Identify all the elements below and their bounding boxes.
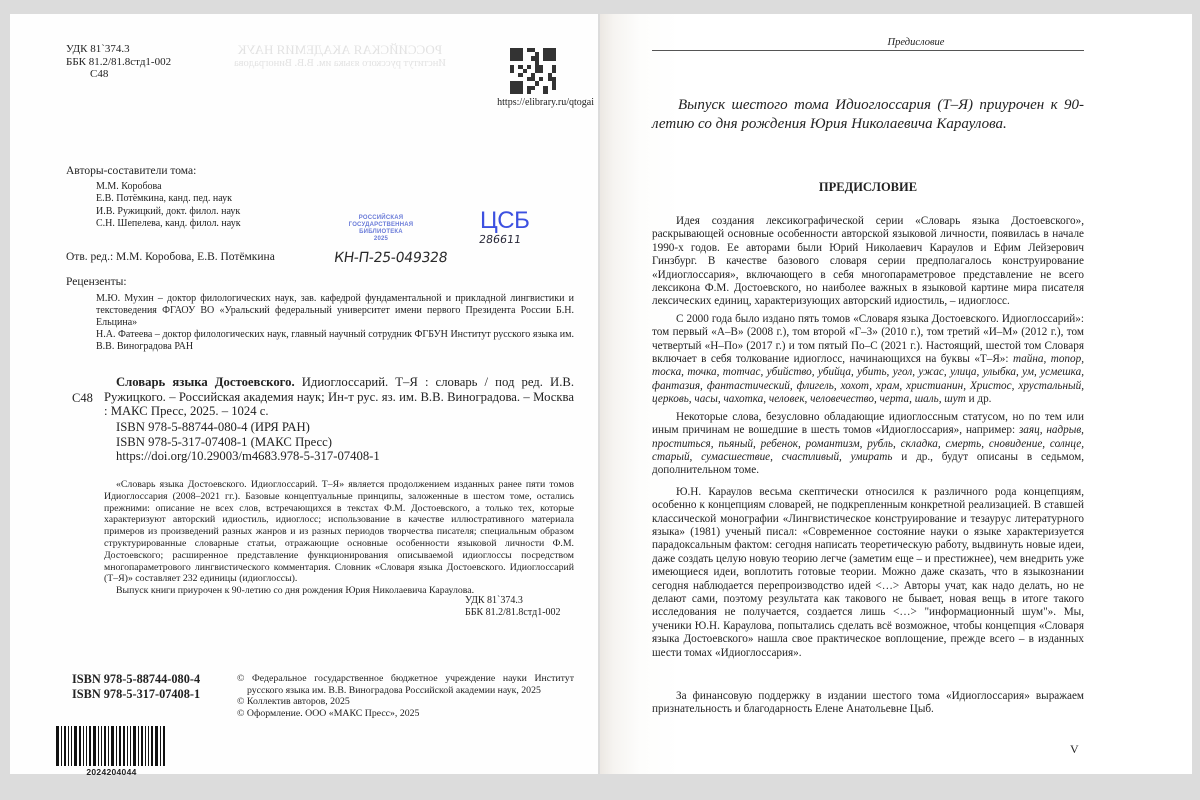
compilers-heading: Авторы-составители тома: — [66, 165, 197, 177]
barcode-block — [56, 726, 167, 777]
csb-stamp: ЦСБ — [480, 207, 530, 234]
bleed-through-text — [210, 42, 470, 69]
barcode-bar — [56, 726, 59, 766]
barcode-bar — [71, 726, 72, 766]
qr-module — [552, 90, 556, 94]
barcode-bar — [64, 726, 66, 766]
reviewer-item: Н.А. Фатеева – доктор филологических наук, главный научный сотрудник ФГБУН Институт русского языка им. В.В. Виноградова РАН — [96, 329, 574, 353]
compiler-item: М.М. Коробова — [96, 181, 162, 192]
responsible-editors: Отв. ред.: М.М. Коробова, Е.В. Потёмкина — [66, 251, 275, 263]
isbn-block — [72, 672, 200, 701]
paragraph-text: и др. — [965, 393, 992, 406]
bbk-code-bottom: ББК 81.2/81.8стд1-002 — [465, 607, 561, 619]
annotation — [104, 479, 574, 597]
right-page-preface — [600, 14, 1192, 774]
bibliographic-identifiers — [116, 420, 380, 464]
rgb-library-stamp — [340, 215, 422, 243]
annotation-dedication: Выпуск книги приурочен к 90-летию со дня рождения Юрия Николаевича Караулова. — [116, 585, 475, 597]
running-head: Предисловие — [887, 37, 945, 48]
barcode-bar — [119, 726, 121, 766]
stamp-line: БИБЛИОТЕКА — [359, 229, 403, 235]
barcode-bar — [83, 726, 84, 766]
isbn-1: ISBN 978-5-88744-080-4 — [72, 672, 201, 686]
isbn-maks-press: ISBN 978-5-317-07408-1 (МАКС Пресс) — [116, 434, 333, 449]
classification-top — [66, 43, 171, 81]
barcode-bar — [104, 726, 106, 766]
barcode-bar — [145, 726, 146, 766]
book-description: Идиоглоссарий. Т–Я : словарь / под ред. И.В. Ружицкого. – Российская академия наук; Ин-т рус. яз. им. В.В. Виноградова. – Москва : МАКС Пресс, 2025. – 1024 с. — [104, 375, 574, 419]
paragraph-text: С 2000 года было издано пять томов «Словаря языка Достоевского. Идиоглоссарий»: том первый «А–В» (2008 г.), том второй «Г–З» (2010 г.), том третий «И–М» (2012 г.), том четвертый «Н–По» (2017 г.) и том пятый По–С (2021 г.). Настоящий, шестой том Словаря включает в себя толкование идиоглосс, начинающихся на буквы «Т–Я»: — [652, 312, 1084, 366]
annotation-paragraph: «Словарь языка Достоевского. Идиоглоссарий. Т–Я» является продолжением изданных ранее пяти томов Идиоглоссария (2008–2021 гг.). Базовые концептуальные принципы, заложенные в шестом томе, остались прежними: описание не всех слов, встречающихся в текстах Ф.М. Достоевского, а только тех, которые характеризуют авторский идиостиль, идиоглосс; использование в качестве иллюстративного материала примеров из произведений разных жанров и из разных периодов творчества писателя; специальным образом структурированные словарные статьи, отражающие основные особенности языковой личности Ф.М. Достоевского; расширенное представление функционирования описываемой идиоглоссы посредством многопараметрового лингвистического комментария. Словник «Словаря языка Достоевского. Идиоглоссарий (Т–Я)» составляет 232 единицы (идиоглоссы). — [104, 479, 574, 585]
barcode-bar — [74, 726, 77, 766]
barcode-bar — [130, 726, 131, 766]
barcode-bar — [108, 726, 109, 766]
qr-url[interactable]: https://elibrary.ru/qtogai — [497, 97, 594, 108]
ghost-line-2: Институт русского языка им. В.В. Виноградова — [234, 58, 446, 69]
bibliographic-description — [104, 375, 574, 419]
future-idiogloss-list: заяц, надрыв, проститься, пьяный, ребенок, романтизм, рубль, складка, смерть, сновидение, солнце, старый, сумасшествие, счастливый, умирать — [652, 424, 1084, 463]
barcode-bar — [133, 726, 136, 766]
barcode-bar — [148, 726, 149, 766]
qr-block — [496, 48, 596, 110]
compiler-item: Е.В. Потёмкина, канд. пед. наук — [96, 193, 232, 205]
page-number: V — [1070, 742, 1079, 756]
barcode-bar — [89, 726, 91, 766]
udk-code-bottom: УДК 81`374.3 — [465, 595, 523, 606]
bibliographic-mark: С48 — [72, 391, 93, 405]
barcode-bar — [86, 726, 87, 766]
reviewers-heading: Рецензенты: — [66, 276, 127, 288]
barcode-bar — [116, 726, 117, 766]
book-title: Словарь языка Достоевского. — [116, 375, 295, 389]
barcode-bar — [79, 726, 81, 766]
csb-handwritten-number: 286611 — [478, 233, 522, 246]
barcode-bar — [123, 726, 125, 766]
idiogloss-list: тайна, топор, тоска, точка, тотчас, убийство, убийца, убить, угол, ужас, улица, улыбка, ум, усмешка, фантазия, фантастический, флигель, хохот, храм, христианин, Христос, хрустальный, церковь, часы, чахотка, человек, человечество, черта, шаль, шут — [652, 353, 1084, 406]
barcode-bar — [127, 726, 128, 766]
barcode-bar — [160, 726, 161, 766]
udk-code: УДК 81`374.3 — [66, 43, 130, 55]
copyright-line: © Коллектив авторов, 2025 — [237, 696, 350, 708]
stamp-line: 2025 — [373, 236, 389, 242]
barcode-icon — [56, 726, 167, 766]
preface-body — [652, 215, 1084, 717]
preface-heading: ПРЕДИСЛОВИЕ — [818, 180, 918, 194]
compilers-list — [96, 181, 241, 230]
compiler-item: И.В. Ружицкий, докт. филол. наук — [96, 205, 241, 217]
barcode-bar — [61, 726, 62, 766]
isbn-2: ISBN 978-5-317-07408-1 — [72, 686, 201, 701]
classification-bottom — [465, 595, 561, 619]
preface-paragraph: Идея создания лексикографической серии «Словарь языка Достоевского», раскрывающей основные особенности авторской языковой личности, появилась в начале 1990-х годов. Ее авторами были Юрий Николаевич Караулов и Ефим Лейзерович Гинзбург. В качестве базового словаря серии предполагалось конструирование «Идиоглоссария», включающего в себя многопараметровое представление не всего лексикона Ф.М. Достоевского, но наиболее важных в языковой картине мира писателя лексических единиц, характеризующих авторский идиостиль, – идиоглосс. — [652, 215, 1084, 308]
copyright-block — [237, 673, 574, 720]
ghost-line-1: РОССИЙСКАЯ АКАДЕМИЯ НАУК — [237, 42, 443, 57]
acknowledgement: За финансовую поддержку в издании шестого тома «Идиоглоссария» выражаем признательность и благодарность Елене Анатольевне Цыб. — [652, 690, 1084, 716]
doi-link[interactable]: https://doi.org/10.29003/m4683.978-5-317-07408-1 — [116, 449, 380, 464]
barcode-bar — [155, 726, 158, 766]
author-mark: С48 — [90, 68, 109, 80]
paragraph-text: и др., будут описаны в седьмом, дополнительном томе. — [652, 450, 1085, 477]
reviewer-item: М.Ю. Мухин – доктор филологических наук, зав. кафедрой фундаментальной и прикладной лингвистики и текстоведения ФГАОУ ВО «Уральский федеральный университет имени первого Президента России Б.Н. Ельцина» — [96, 293, 574, 329]
barcode-bar — [93, 726, 96, 766]
barcode-bar — [98, 726, 99, 766]
preface-paragraph — [652, 411, 1084, 478]
stamp-line: ГОСУДАРСТВЕННАЯ — [348, 222, 414, 228]
barcode-bar — [141, 726, 143, 766]
inventory-handwritten-number: КН-П-25-049328 — [332, 250, 449, 266]
reviewers-list — [96, 293, 574, 353]
barcode-bar — [163, 726, 165, 766]
stamp-line: РОССИЙСКАЯ — [358, 215, 404, 221]
barcode-bar — [101, 726, 102, 766]
barcode-bar — [68, 726, 69, 766]
compiler-item: С.Н. Шепелева, канд. филол. наук — [96, 217, 241, 229]
dedication: Выпуск шестого тома Идиоглоссария (Т–Я) приурочен к 90-летию со дня рождения Юрия Николаевича Караулова. — [652, 97, 1084, 132]
barcode-bar — [111, 726, 114, 766]
left-page-imprint — [10, 14, 598, 777]
barcode-bar — [138, 726, 139, 766]
qr-code-icon[interactable] — [510, 48, 556, 94]
copyright-line: © Федеральное государственное бюджетное учреждение науки Институт русского языка им. В.В. Виноградова Российской академии наук, 2025 — [237, 673, 574, 696]
barcode-bar — [151, 726, 153, 766]
preface-paragraph: Ю.Н. Караулов весьма скептически относился к различного рода концепциям, особенно к концепциям словарей, не подкрепленным конкретной реализацией. В ставшей классической монографии «Лингвистическое конструирование и тезаурус литературного языка» (1981) ученый писал: «Современное состояние науки о языке характеризуется парадоксальным фактом: сегодня написать теоретическую работу, выдвинуть новые идеи, даже создать целую новую теорию легче (заметим еще – и престижнее), чем внедрить уже имеющиеся идеи, воплотить готовые теории. Можно даже сказать, что в языкознании сегодня наблюдается перепроизводство идей <…> Авторы учат, как надо делать, но не делают сами, поэтому результата как такового не бывает, новая вещь в итоге такого исследования не получается, создается лишь <…> "информационный шум"». Мы, ученики Ю.Н. Караулова, попытались сделать всё возможное, чтобы концепция «Словаря языка Достоевского» нашла свое практическое воплощение, прежде всего – в изданных шести томах «Идиоглоссария». — [652, 485, 1084, 659]
preface-paragraph — [652, 313, 1084, 407]
header-rule — [652, 50, 1084, 51]
isbn-ira-ran: ISBN 978-5-88744-080-4 (ИРЯ РАН) — [116, 420, 310, 434]
copyright-line: © Оформление. ООО «МАКС Пресс», 2025 — [237, 708, 420, 720]
paragraph-text: Некоторые слова, безусловно обладающие идиоглоссным статусом, но по тем или иным причинам не вошедшие в шесть томов «Идиоглоссария», например: — [652, 410, 1084, 437]
barcode-number: 2024204044 — [86, 767, 137, 777]
bbk-code: ББК 81.2/81.8стд1-002 — [66, 55, 172, 68]
